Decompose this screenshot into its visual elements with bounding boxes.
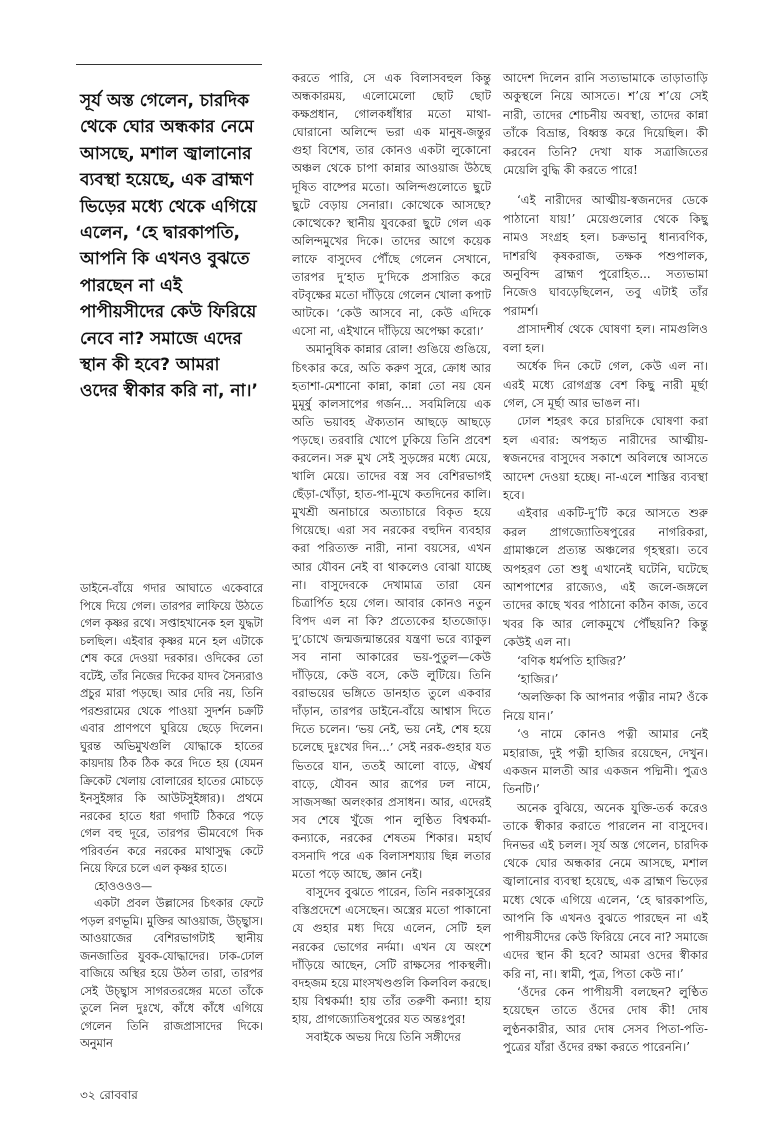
text-column-middle <box>292 69 491 1046</box>
paragraph: ডাইনে-বাঁয়ে গদার আঘাতে একেবারে পিষে দিয়ে গেল। তারপর লাফিয়ে উঠতে গেল কৃষ্ণর রথে। সপ্তাহখানেক হল যুদ্ধটা চলছিল। এইবার কৃষ্ণর মনে হল এটাকে শেষ করে দেওয়া দরকার। ওদিকের তো বটেই, তাঁর নিজের দিকের যাদব সৈন্যরাও প্রচুর মারা পড়ছে। আর দেরি নয়, তিনি পরশুরামের থেকে পাওয়া সুদর্শন চক্রটি এবার প্রাণপণে ঘুরিয়ে ছেড়ে দিলেন। ঘুরন্ত অভিমুখগুলি যোদ্ধাকে হাতের কায়দায় ঠিক ঠিক করে দিতে হয় (যেমন ক্রিকেট খেলায় বোলারের হাতের মোচড়ে ইনসুইঙ্গার কি আউটসুইঙ্গার)। প্রথমে নরকের হাতে ধরা গদাটি ঠিকরে পড়ে গেল বহু দূরে, তারপর ভীমবেগে দিক পরিবর্তন করে নরকের মাথাসুদ্ধ কেটে নিয়ে ফিরে চলে এল কৃষ্ণর হাতে। <box>80 582 263 875</box>
paragraph: অমানুষিক কান্নার রোল! গুঙিয়ে গুঙিয়ে, চিৎকার করে, অতি করুণ সুরে, ক্রোধ আর হতাশা-মেশানো কান্না, কান্না তো নয় যেন মুমূর্ষু কালসাপের গর্জন... সবমিলিয়ে এক অতি ভয়াবহ ঐক্যতান আছড়ে আছড়ে পড়ছে। তরবারি খোপে ঢুকিয়ে তিনি প্রবেশ করলেন। সরু মুখ সেই সুড়ঙ্গের মধ্যে মেয়ে, খালি মেয়ে। তাদের বস্ত্র সব বেশিরভাগই ছেঁড়া-খোঁড়া, হাত-পা-মুখে কতদিনের কালি। মুখশ্রী অনাচারে অত্যাচারে বিকৃত হয়ে গিয়েছে। এরা সব নরকের বহুদিন ব্যবহার করা পরিত্যক্ত নারী, নানা বয়সের, এখন আর যৌবন নেই বা থাকলেও বোঝা যাচ্ছে না। বাসুদেবকে দেখামাত্র তারা যেন চিত্রার্পিত হয়ে গেল। আবার কোনও নতুন বিপদ এল না কি? প্রত্যেকের হাতজোড়। দু’চোখে জন্মজন্মান্তরের যন্ত্রণা ভরে ব্যাকুল সব নানা আকারের ভয়-পুতুল—কেউ দাঁড়িয়ে, কেউ বসে, কেউ লুটিয়ে। তিনি বরাভয়ের ভঙ্গিতে ডানহাত তুলে একবার দাঁড়ান, তারপর ডাইনে-বাঁয়ে আশ্বাস দিতে দিতে চলেন। ‘ভয় নেই, ভয় নেই, শেষ হয়ে চলেছে দুঃখের দিন...’ সেই নরক-গুহার যত ভিতরে যান, ততই আলো বাড়ে, ঐশ্বর্য বাড়ে, যৌবন আর রূপের ঢল নামে, সাজসজ্জা অলংকার প্রসাধন। আর, এদেরই সব শেষে খুঁজে পান লুণ্ঠিত বিশ্বকর্মা-কন্যাকে, নরকের শেষতম শিকার। মহার্ঘ বসনাদি পরে এক বিলাসশয্যায় ছিন্ন লতার মতো পড়ে আছে, জ্ঞান নেই। <box>292 342 492 882</box>
paragraph: ‘এই নারীদের আত্মীয়-স্বজনদের ডেকে পাঠানো যায়!’ মেয়েগুলোর থেকে কিছু নামও সংগ্রহ হল। চক্রভানু ধান্যবণিক, দাশরথি কৃষকরাজ, তক্ষক পশুপালক, অনুবিন্দ ব্রাহ্মণ পুরোহিত... সত্যভামা নিজেও ঘাবড়েছিলেন, তবু এটাই তাঁর পরামর্শ। <box>503 193 708 318</box>
text-column-right <box>503 69 708 1057</box>
paragraph: হোওওওও— <box>94 879 153 893</box>
paragraph: সবাইকে অভয় দিয়ে তিনি সঙ্গীদের <box>306 1029 461 1044</box>
paragraph: ঢোল শহরৎ করে চারদিকে ঘোষণা করা হল এবার: অপহৃত নারীদের আত্মীয়-স্বজনদের বাসুদেব সকাশে অবিলম্বে আসতে আদেশ দেওয়া হচ্ছে। না-এলে শাস্তির ব্যবস্থা হবে। <box>503 414 708 502</box>
paragraph: অর্ধেক দিন কেটে গেল, কেউ এল না। এরই মধ্যে রোগগ্রস্ত বেশ কিছু নারী মূর্ছা গেল, সে মূর্ছা আর ভাঙল না। <box>503 359 708 410</box>
paragraph: ‘অলক্তিকা কি আপনার পত্নীর নাম? ওঁকে নিয়ে যান।’ <box>503 690 708 723</box>
paragraph: অনেক বুঝিয়ে, অনেক যুক্তি-তর্ক করেও তাকে স্বীকার করাতে পারলেন না বাসুদেব। দিনভর এই চলল। সূর্য অস্ত গেলেন, চারদিক থেকে ঘোর অন্ধকার নেমে আসছে, মশাল জ্বালানোর ব্যবস্থা হয়েছে, এক ব্রাহ্মণ ভিড়ের মধ্যে থেকে এগিয়ে এলেন, ‘হে দ্বারকাপতি, আপনি কি এখনও বুঝতে পারছেন না এই পাপীয়সীদের কেউ ফিরিয়ে নেবে না? সমাজে এদের স্থান কী হবে? আমরা ওদের স্বীকার করি না, না। স্বামী, পুত্র, পিতা কেউ না।’ <box>503 800 708 981</box>
text-column-left <box>80 580 263 1053</box>
paragraph: আদেশ দিলেন রানি সত্যভামাকে তাড়াতাড়ি অকুস্থলে নিয়ে আসতে। শ’য়ে শ’য়ে সেই নারী, তাদের শোচনীয় অবস্থা, তাদের কান্না তাঁকে বিভ্রান্ত, বিধ্বস্ত করে দিয়েছিল। কী করবেন তিনি? দেখা যাক সত্রাজিতের মেয়েলি বুদ্ধি কী করতে পারে! <box>503 71 708 178</box>
paragraph: ‘ও নামে কোনও পত্নী আমার নেই মহারাজ, দুই পত্নী হাজির রয়েছেন, দেখুন। একজন মালতী আর একজন পদ্মিনী। পুত্রও তিনটি।’ <box>503 727 708 797</box>
page-footer: ৩২ রোববার <box>80 1088 138 1102</box>
paragraph: ‘হাজির।’ <box>517 672 559 686</box>
pull-quote-rule <box>76 64 262 65</box>
paragraph: বাসুদেব বুঝতে পারেন, তিনি নরকাসুরের বস্তিপ্রদেশে এসেছেন। অস্ত্রের মতো পাকানো যে গুহার মধ্য দিয়ে এলেন, সেটি হল নরকের ভোগের নর্দমা। এখন যে অংশে দাঁড়িয়ে আছেন, সেটি রাক্ষসের পাকস্থলী। বদহজম হয়ে মাংসখণ্ডগুলি কিলবিল করছে। হায় বিশ্বকর্মা! হায় তাঁর তরুণী কন্যা! হায় হায়, প্রাগজ্যোতিষপুরের যত অন্তঃপুর! <box>292 885 491 1026</box>
paragraph: করতে পারি, সে এক বিলাসবহুল কিন্তু অন্ধকারময়, এলোমেলো ছোট ছোট কক্ষপ্রধান, গোলকধাঁধার মতো মাথা-ঘোরানো অলিন্দে ভরা এক মানুষ-জন্তুর গুহা বিশেষ, তার কোনও একটা লুকোনো অঞ্চল থেকে চাপা কান্নার আওয়াজ উঠছে দূষিত বাষ্পের মতো। অলিন্দগুলোতে ছুটে ছুটে বেড়ায় সেনারা। কোত্থেকে আসছে? কোত্থেকে? স্থানীয় যুবকেরা ছুটে গেল এক অলিন্দমুখের দিকে। তাদের আগে কয়েক লাফে বাসুদেব পৌঁছে গেলেন সেখানে, তারপর দু’হাত দু’দিকে প্রসারিত করে বটবৃক্ষের মতো দাঁড়িয়ে গেলেন খোলা কপাট আটকে। ‘কেউ আসবে না, কেউ এদিকে এসো না, এইখানে দাঁড়িয়ে অপেক্ষা করো।’ <box>292 71 491 339</box>
paragraph: প্রাসাদশীর্ষ থেকে ঘোষণা হল। নামগুলিও বলা হল। <box>503 322 708 355</box>
pull-quote: সূর্য অস্ত গেলেন, চারদিক থেকে ঘোর অন্ধকার নেমে আসছে, মশাল জ্বালানোর ব্যবস্থা হয়েছে, এক ব্রাহ্মণ ভিড়ের মধ্যে থেকে এগিয়ে এলেন, ‘হে দ্বারকাপতি, আপনি কি এখনও বুঝতে পারছেন না এই পাপীয়সীদের কেউ ফিরিয়ে নেবে না? সমাজে এদের স্থান কী হবে? আমরা ওদের স্বীকার করি না, না।’ <box>80 91 258 402</box>
paragraph: একটা প্রবল উল্লাসের চিৎকার ফেটে পড়ল রণভূমি। মুক্তির আওয়াজ, উচ্ছ্বাস। আওয়াজের বেশিরভাগটাই স্থানীয় জনজাতির যুবক-যোদ্ধাদের। ঢাক-ঢোল বাজিয়ে অস্থির হয়ে উঠল তারা, তারপর সেই উচ্ছ্বাস সাগরতরঙ্গের মতো তাঁকে তুলে নিল দুঃখে, কাঁধে কাঁধে এগিয়ে গেলেন তিনি রাজপ্রাসাদের দিকে। অনুমান <box>80 897 263 1050</box>
paragraph: এইবার একটি-দু’টি করে আসতে শুরু করল প্রাগজ্যোতিষপুরের নাগরিকরা, গ্রামাঞ্চলে প্রত্যন্ত অঞ্চলের গৃহস্থরা। তবে অপহরণ তো শুধু এখানেই ঘটেনি, ঘটেছে আশপাশের রাজ্যেও, এই জলে-জঙ্গলে তাদের কাছে খবর পাঠানো কঠিন কাজ, তবে খবর কি আর লোকমুখে পৌঁছয়নি? কিন্তু কেউই এল না। <box>503 506 708 650</box>
paragraph: ‘বণিক ধর্মপতি হাজির?’ <box>517 653 627 668</box>
paragraph: ‘ওঁদের কেন পাপীয়সী বলছেন? লুণ্ঠিত হয়েছেন তাতে ওঁদের দোষ কী! দোষ লুণ্ঠনকারীর, আর দোষ সেসব পিতা-পতি-পুত্রের যাঁরা ওঁদের রক্ষা করতে পারেননি।’ <box>503 984 708 1055</box>
